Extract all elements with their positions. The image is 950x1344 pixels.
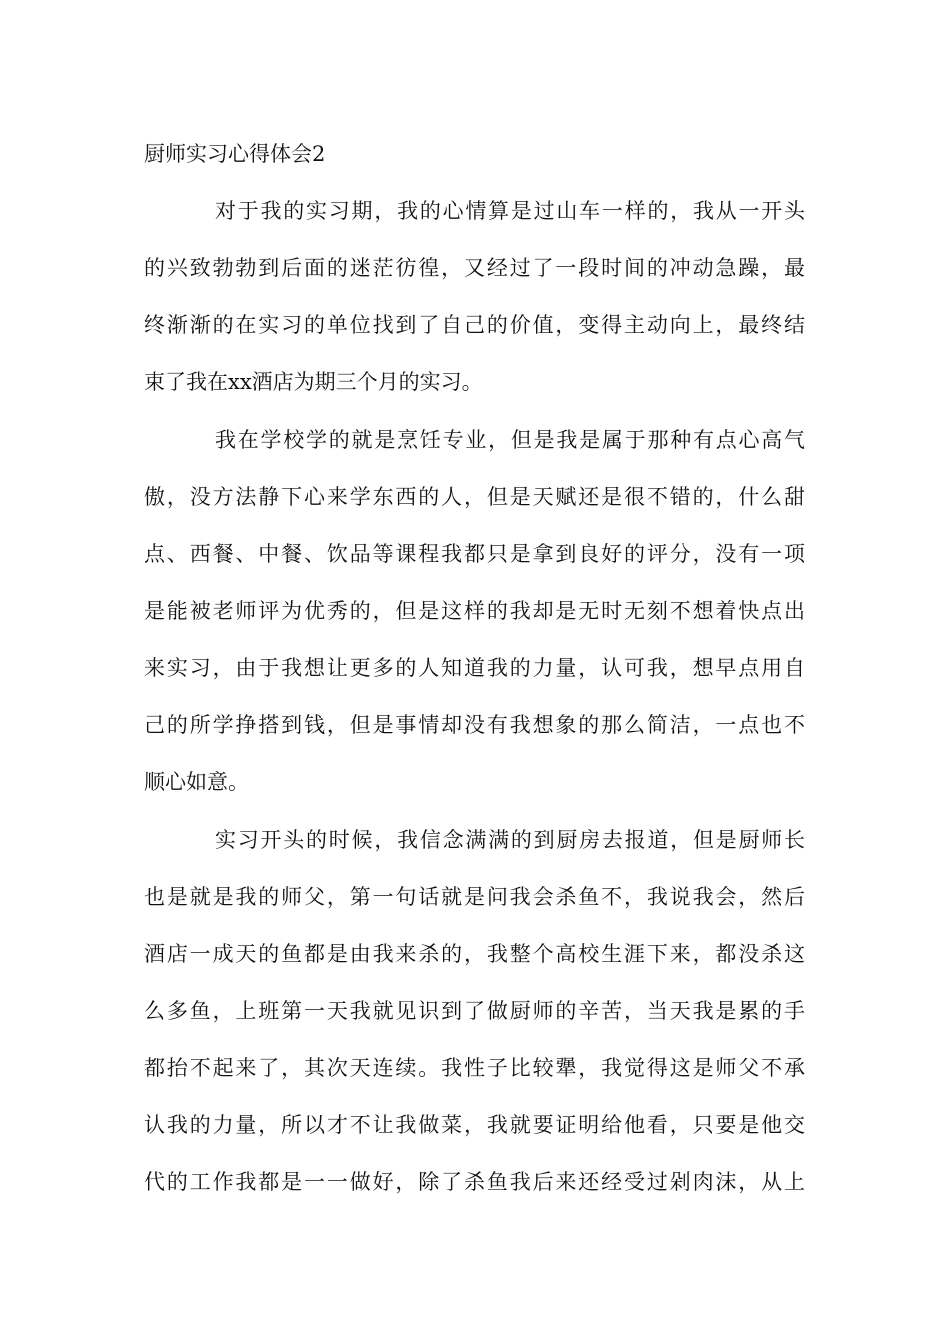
paragraph-line: 的兴致勃勃到后面的迷茫彷徨，又经过了一段时间的冲动急躁，最 — [144, 256, 805, 280]
paragraph-line: 都抬不起来了，其次天连续。我性子比较犟，我觉得这是师父不承 — [144, 1056, 805, 1080]
paragraph-line: 来实习，由于我想让更多的人知道我的力量，认可我，想早点用自 — [144, 656, 805, 680]
paragraph-line: 对于我的实习期，我的心情算是过山车一样的，我从一开头 — [215, 199, 805, 223]
paragraph-line: 终渐渐的在实习的单位找到了自己的价值，变得主动向上，最终结 — [144, 313, 805, 337]
paragraph-line: 己的所学挣搭到钱，但是事情却没有我想象的那么简洁，一点也不 — [144, 713, 805, 737]
paragraph-line: 我在学校学的就是烹饪专业，但是我是属于那种有点心高气 — [215, 428, 805, 452]
paragraph-line: 酒店一成天的鱼都是由我来杀的，我整个高校生涯下来，都没杀这 — [144, 942, 805, 966]
paragraph-line: 傲，没方法静下心来学东西的人，但是天赋还是很不错的，什么甜 — [144, 485, 805, 509]
paragraph-line: 也是就是我的师父，第一句话就是问我会杀鱼不，我说我会，然后 — [144, 885, 805, 909]
paragraph-line: 认我的力量，所以才不让我做菜，我就要证明给他看，只要是他交 — [144, 1113, 805, 1137]
paragraph-line: 束了我在xx酒店为期三个月的实习。 — [144, 370, 483, 394]
paragraph-line: 代的工作我都是一一做好，除了杀鱼我后来还经受过剁肉沫，从上 — [144, 1170, 805, 1194]
paragraph-line: 点、西餐、中餐、饮品等课程我都只是拿到良好的评分，没有一项 — [144, 542, 805, 566]
document-title: 厨师实习心得体会2 — [144, 142, 326, 166]
paragraph-line: 么多鱼，上班第一天我就见识到了做厨师的辛苦，当天我是累的手 — [144, 999, 805, 1023]
paragraph-line: 实习开头的时候，我信念满满的到厨房去报道，但是厨师长 — [215, 828, 805, 852]
paragraph-line: 是能被老师评为优秀的，但是这样的我却是无时无刻不想着快点出 — [144, 599, 805, 623]
paragraph-line: 顺心如意。 — [144, 770, 249, 794]
